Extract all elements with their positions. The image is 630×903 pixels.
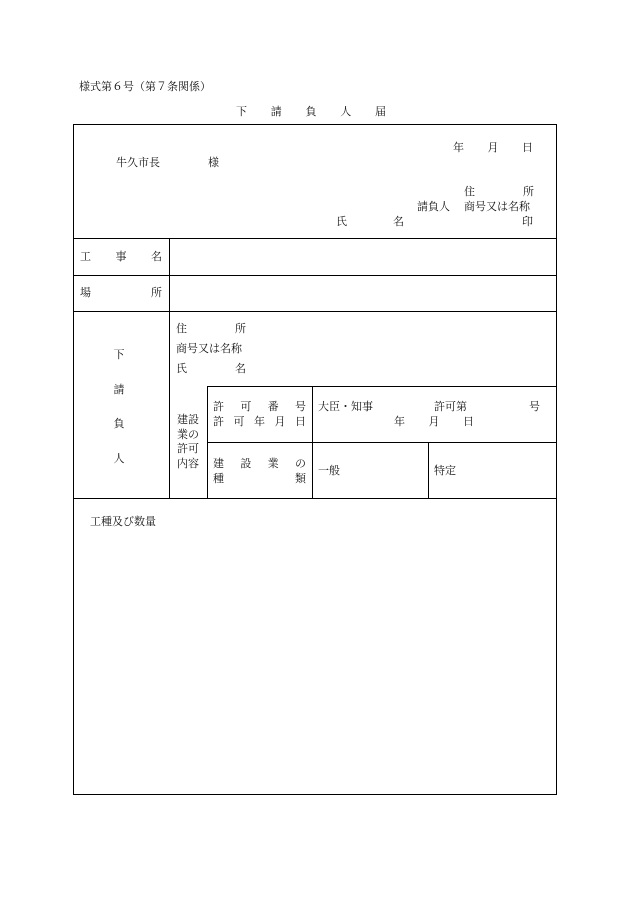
permit-section-line: 許可 (177, 442, 199, 455)
label-char: 類 (295, 472, 306, 485)
seal-mark: 印 (522, 215, 533, 228)
label-char: 年 (254, 415, 265, 428)
label-char: 下 (113, 348, 125, 361)
label-char: 建 (213, 457, 224, 470)
general-type-label: 一般 (318, 464, 340, 477)
permit-number-label (213, 401, 306, 412)
type-divider (428, 442, 429, 498)
form-number: 様式第６号（第７条関係） (79, 80, 211, 93)
title-char: 下 (236, 105, 247, 118)
label-char: の (294, 457, 306, 470)
sub-address-label (176, 323, 246, 334)
day-label: 日 (463, 415, 474, 428)
title-char: 負 (305, 105, 317, 118)
date-line (453, 142, 533, 153)
label-char: 人 (113, 451, 125, 465)
name-char: 名 (235, 362, 246, 375)
label-char: 業 (267, 457, 279, 470)
permit-date-fields (394, 416, 474, 427)
divider-sub-info (207, 386, 557, 387)
divider-location (73, 311, 557, 312)
label-char: 許 (213, 415, 224, 428)
label-char: 負 (113, 417, 125, 431)
addressee: 牛久市長 (116, 156, 160, 169)
title-char: 届 (375, 105, 386, 118)
label-char: 名 (151, 250, 162, 263)
month-label: 月 (487, 141, 499, 154)
permit-section-line: 内容 (177, 456, 199, 470)
label-char: 号 (294, 400, 306, 413)
divider-subcontractor (73, 498, 557, 499)
contractor-name-label (336, 216, 404, 227)
month-label: 月 (428, 415, 440, 428)
permit-section-divider (207, 386, 208, 498)
name-char: 氏 (176, 362, 187, 375)
label-char: 事 (115, 250, 127, 263)
work-name-field[interactable] (172, 240, 555, 274)
document-title (236, 106, 386, 117)
honorific: 様 (208, 156, 219, 169)
address-char: 所 (235, 322, 246, 335)
subcontractor-label (112, 346, 126, 466)
location-field[interactable] (172, 277, 555, 310)
contractor-address-label (464, 186, 534, 197)
title-char: 人 (340, 105, 352, 118)
label-char: 所 (151, 286, 162, 299)
label-char: 工 (80, 250, 91, 263)
business-type-label-bottom (213, 473, 306, 484)
sub-name-label (176, 363, 246, 374)
permit-no-suffix: 号 (529, 400, 540, 413)
name-char: 名 (393, 215, 404, 228)
label-char: 月 (274, 415, 286, 428)
minister-governor-label: 大臣・知事 (318, 400, 373, 413)
label-char: 設 (240, 457, 252, 470)
permit-section-label (177, 413, 199, 471)
name-char: 氏 (336, 215, 347, 228)
label-char: 場 (80, 286, 91, 299)
permit-label-divider (312, 386, 313, 498)
address-char: 所 (523, 185, 534, 198)
permit-no-prefix: 許可第 (434, 400, 467, 413)
year-label: 年 (394, 415, 405, 428)
divider-work-name (73, 275, 557, 276)
permit-date-label (213, 416, 306, 427)
sub-company-label: 商号又は名称 (176, 342, 242, 355)
divider-header (73, 238, 557, 239)
contractor-role: 請負人 (417, 200, 450, 213)
work-details-field[interactable] (76, 532, 554, 792)
year-label: 年 (453, 141, 464, 154)
label-char: 種 (213, 472, 224, 485)
label-char: 請 (113, 382, 125, 396)
label-char: 可 (240, 400, 252, 413)
business-type-label-top (213, 458, 306, 469)
work-name-label (80, 251, 162, 262)
work-details-label: 工種及び数量 (90, 515, 156, 528)
label-char: 日 (295, 415, 306, 428)
address-char: 住 (176, 322, 187, 335)
label-char: 番 (267, 400, 279, 413)
contractor-company-label: 商号又は名称 (464, 200, 530, 213)
permit-section-line: 業の (177, 427, 199, 441)
address-char: 住 (464, 185, 475, 198)
permit-section-line: 建設 (177, 413, 199, 426)
specific-type-label: 特定 (434, 464, 456, 477)
divider-permit (207, 442, 557, 443)
title-char: 請 (270, 105, 282, 118)
label-char: 可 (233, 415, 245, 428)
day-label: 日 (522, 141, 533, 154)
label-char: 許 (213, 400, 224, 413)
label-column-divider (169, 238, 170, 498)
location-label (80, 287, 162, 298)
